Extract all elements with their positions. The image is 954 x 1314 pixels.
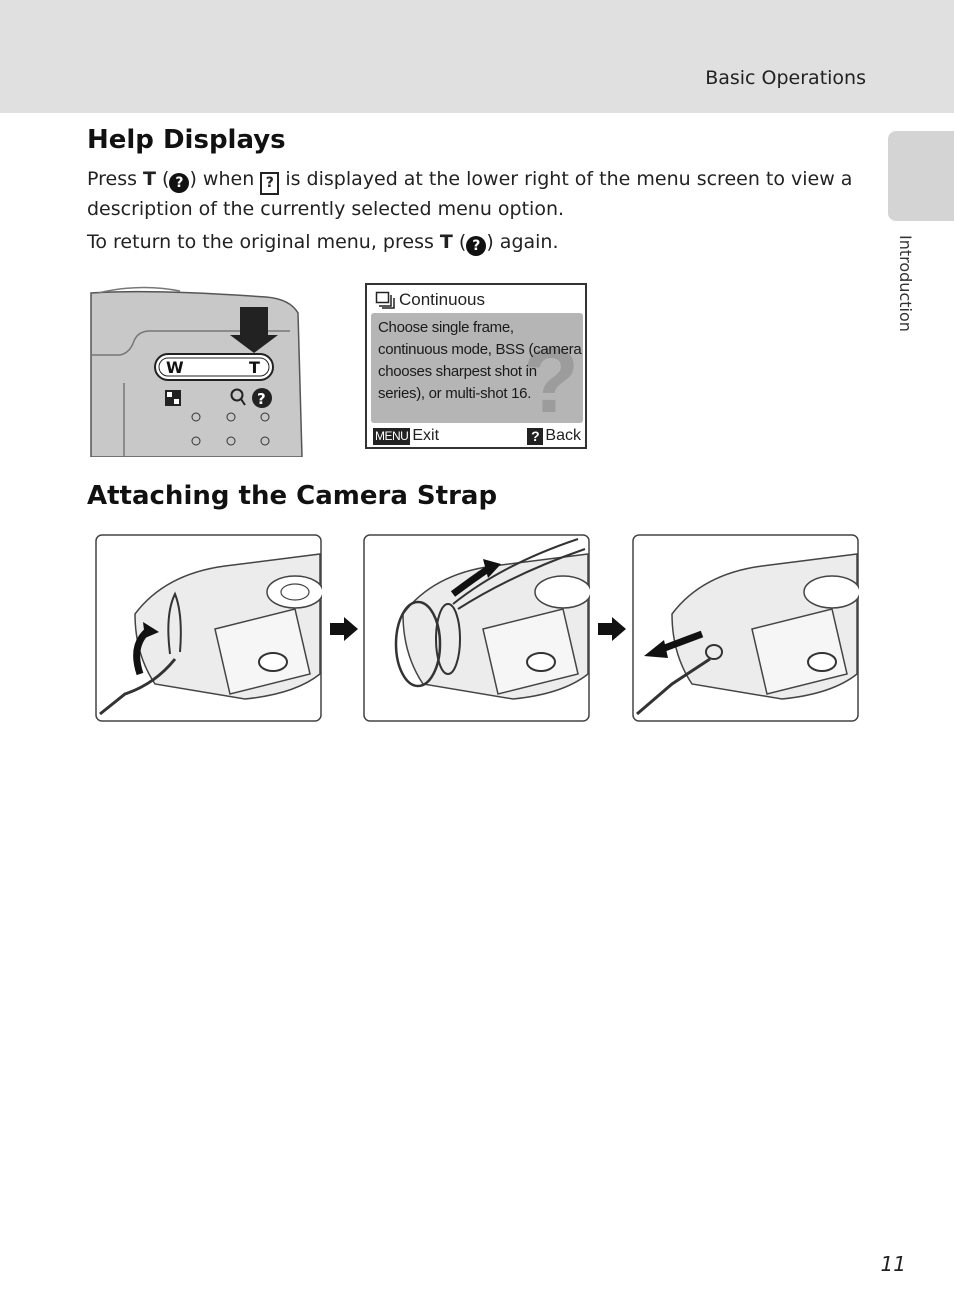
menu-key-icon: MENU [375, 428, 409, 443]
exit-hint: MENU Exit [375, 427, 440, 444]
lcd-title: Continuous [375, 290, 485, 310]
camera-strap-heading: Attaching the Camera Strap [87, 481, 498, 511]
step-arrow-icon [330, 617, 358, 641]
t-key-glyph: T [143, 168, 157, 190]
t-key-glyph: T [439, 231, 453, 253]
strap-step-3-illustration [632, 534, 859, 722]
help-circle-icon: ? [466, 236, 486, 256]
svg-text:?: ? [257, 390, 266, 408]
help-paragraph-1: Press T ( ? ) when ? is displayed at the lower right of the menu screen to view a description of the currently selected menu option. [87, 168, 853, 220]
help-watermark-icon: ? [522, 330, 579, 423]
t-zoom-label: T [249, 358, 260, 377]
lcd-help-body [371, 313, 583, 423]
section-label: Basic Operations [705, 67, 866, 89]
help-paragraph-2: To return to the original menu, press T ( ? ) again. [87, 231, 559, 254]
back-hint: ? Back [527, 427, 581, 445]
help-key-icon: ? [527, 428, 543, 445]
lcd-footer [373, 426, 581, 446]
strap-step-2-illustration [363, 534, 590, 722]
help-icon [252, 388, 272, 408]
step-arrow-icon [598, 617, 626, 641]
thumbnail-grid-icon [165, 390, 181, 406]
continuous-mode-icon [375, 291, 395, 309]
page-number: 11 [880, 1252, 906, 1276]
help-square-icon: ? [260, 172, 279, 195]
side-tab-label: Introduction [896, 235, 915, 332]
side-tab [888, 131, 954, 221]
lcd-help-screen [365, 283, 587, 449]
help-displays-heading: Help Displays [87, 125, 286, 155]
w-zoom-label: W [166, 358, 184, 377]
help-circle-icon: ? [169, 173, 189, 193]
header-band [0, 0, 954, 113]
camera-zoom-illustration [90, 283, 306, 457]
strap-step-1-illustration [95, 534, 322, 722]
lcd-help-text: Choose single frame, continuous mode, BSS (camera chooses sharpest shot in series), or multi-shot 16. [378, 319, 582, 402]
